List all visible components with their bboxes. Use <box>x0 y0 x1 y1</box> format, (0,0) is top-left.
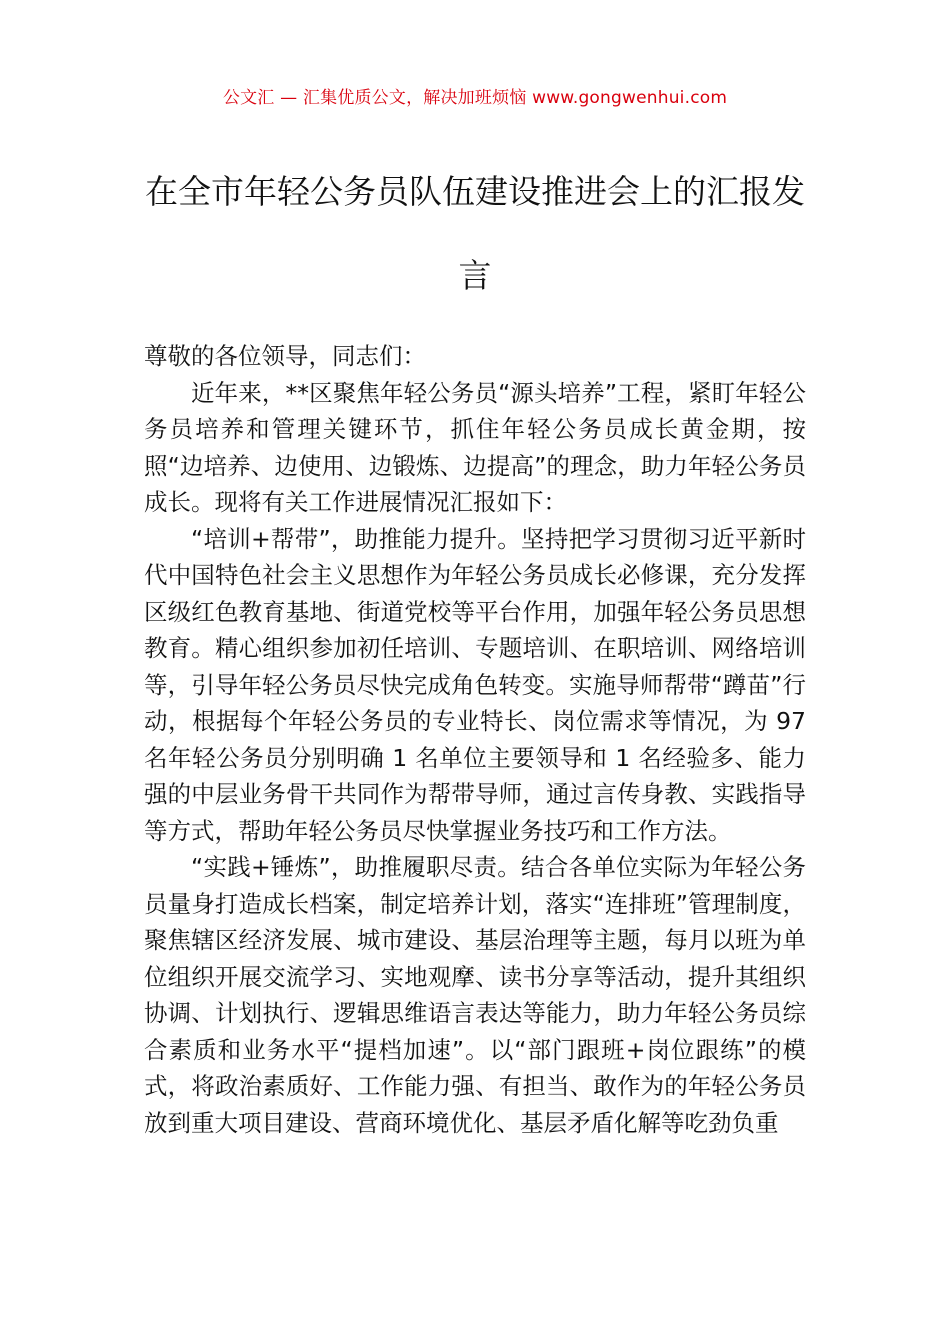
paragraph-practice: “实践+锤炼”，助推履职尽责。结合各单位实际为年轻公务员量身打造成长档案，制定培养计划，落实“连排班”管理制度，聚焦辖区经济发展、城市建设、基层治理等主题，每月以班为单位组织开展交流学习、实地观摩、读书分享等活动，提升其组织协调、计划执行、逻辑思维语言表达等能力，助力年轻公务员综合素质和业务水平“提档加速”。以“部门跟班+岗位跟练”的模式，将政治素质好、工作能力强、有担当、敢作为的年轻公务员放到重大项目建设、营商环境优化、基层矛盾化解等吃劲负重 <box>144 853 806 1137</box>
salutation: 尊敬的各位领导，同志们： <box>144 342 426 370</box>
paragraph-training: “培训+帮带”，助推能力提升。坚持把学习贯彻习近平新时代中国特色社会主义思想作为年轻公务员成长必修课，充分发挥区级红色教育基地、街道党校等平台作用，加强年轻公务员思想教育。精心组织参加初任培训、专题培训、在职培训、网络培训等，引导年轻公务员尽快完成角色转变。实施导师帮带“蹲苗”行动，根据每个年轻公务员的专业特长、岗位需求等情况，为 97 名年轻公务员分别明确 1 名单位主要领导和 1 名经验多、能力强的中层业务骨干共同作为帮带导师，通过言传身教、实践指导等方式，帮助年轻公务员尽快掌握业务技巧和工作方法。 <box>144 524 806 845</box>
paragraph-intro: 近年来，**区聚焦年轻公务员“源头培养”工程，紧盯年轻公务员培养和管理关键环节，抓住年轻公务员成长黄金期，按照“边培养、边使用、边锻炼、边提高”的理念，助力年轻公务员成长。现将有关工作进展情况汇报如下： <box>144 378 806 516</box>
site-banner: 公文汇 — 汇集优质公文，解决加班烦恼 www.gongwenhui.com <box>222 88 728 108</box>
document-title: 在全市年轻公务员队伍建设推进会上的汇报发言 <box>145 172 805 295</box>
document-body <box>144 338 806 1141</box>
